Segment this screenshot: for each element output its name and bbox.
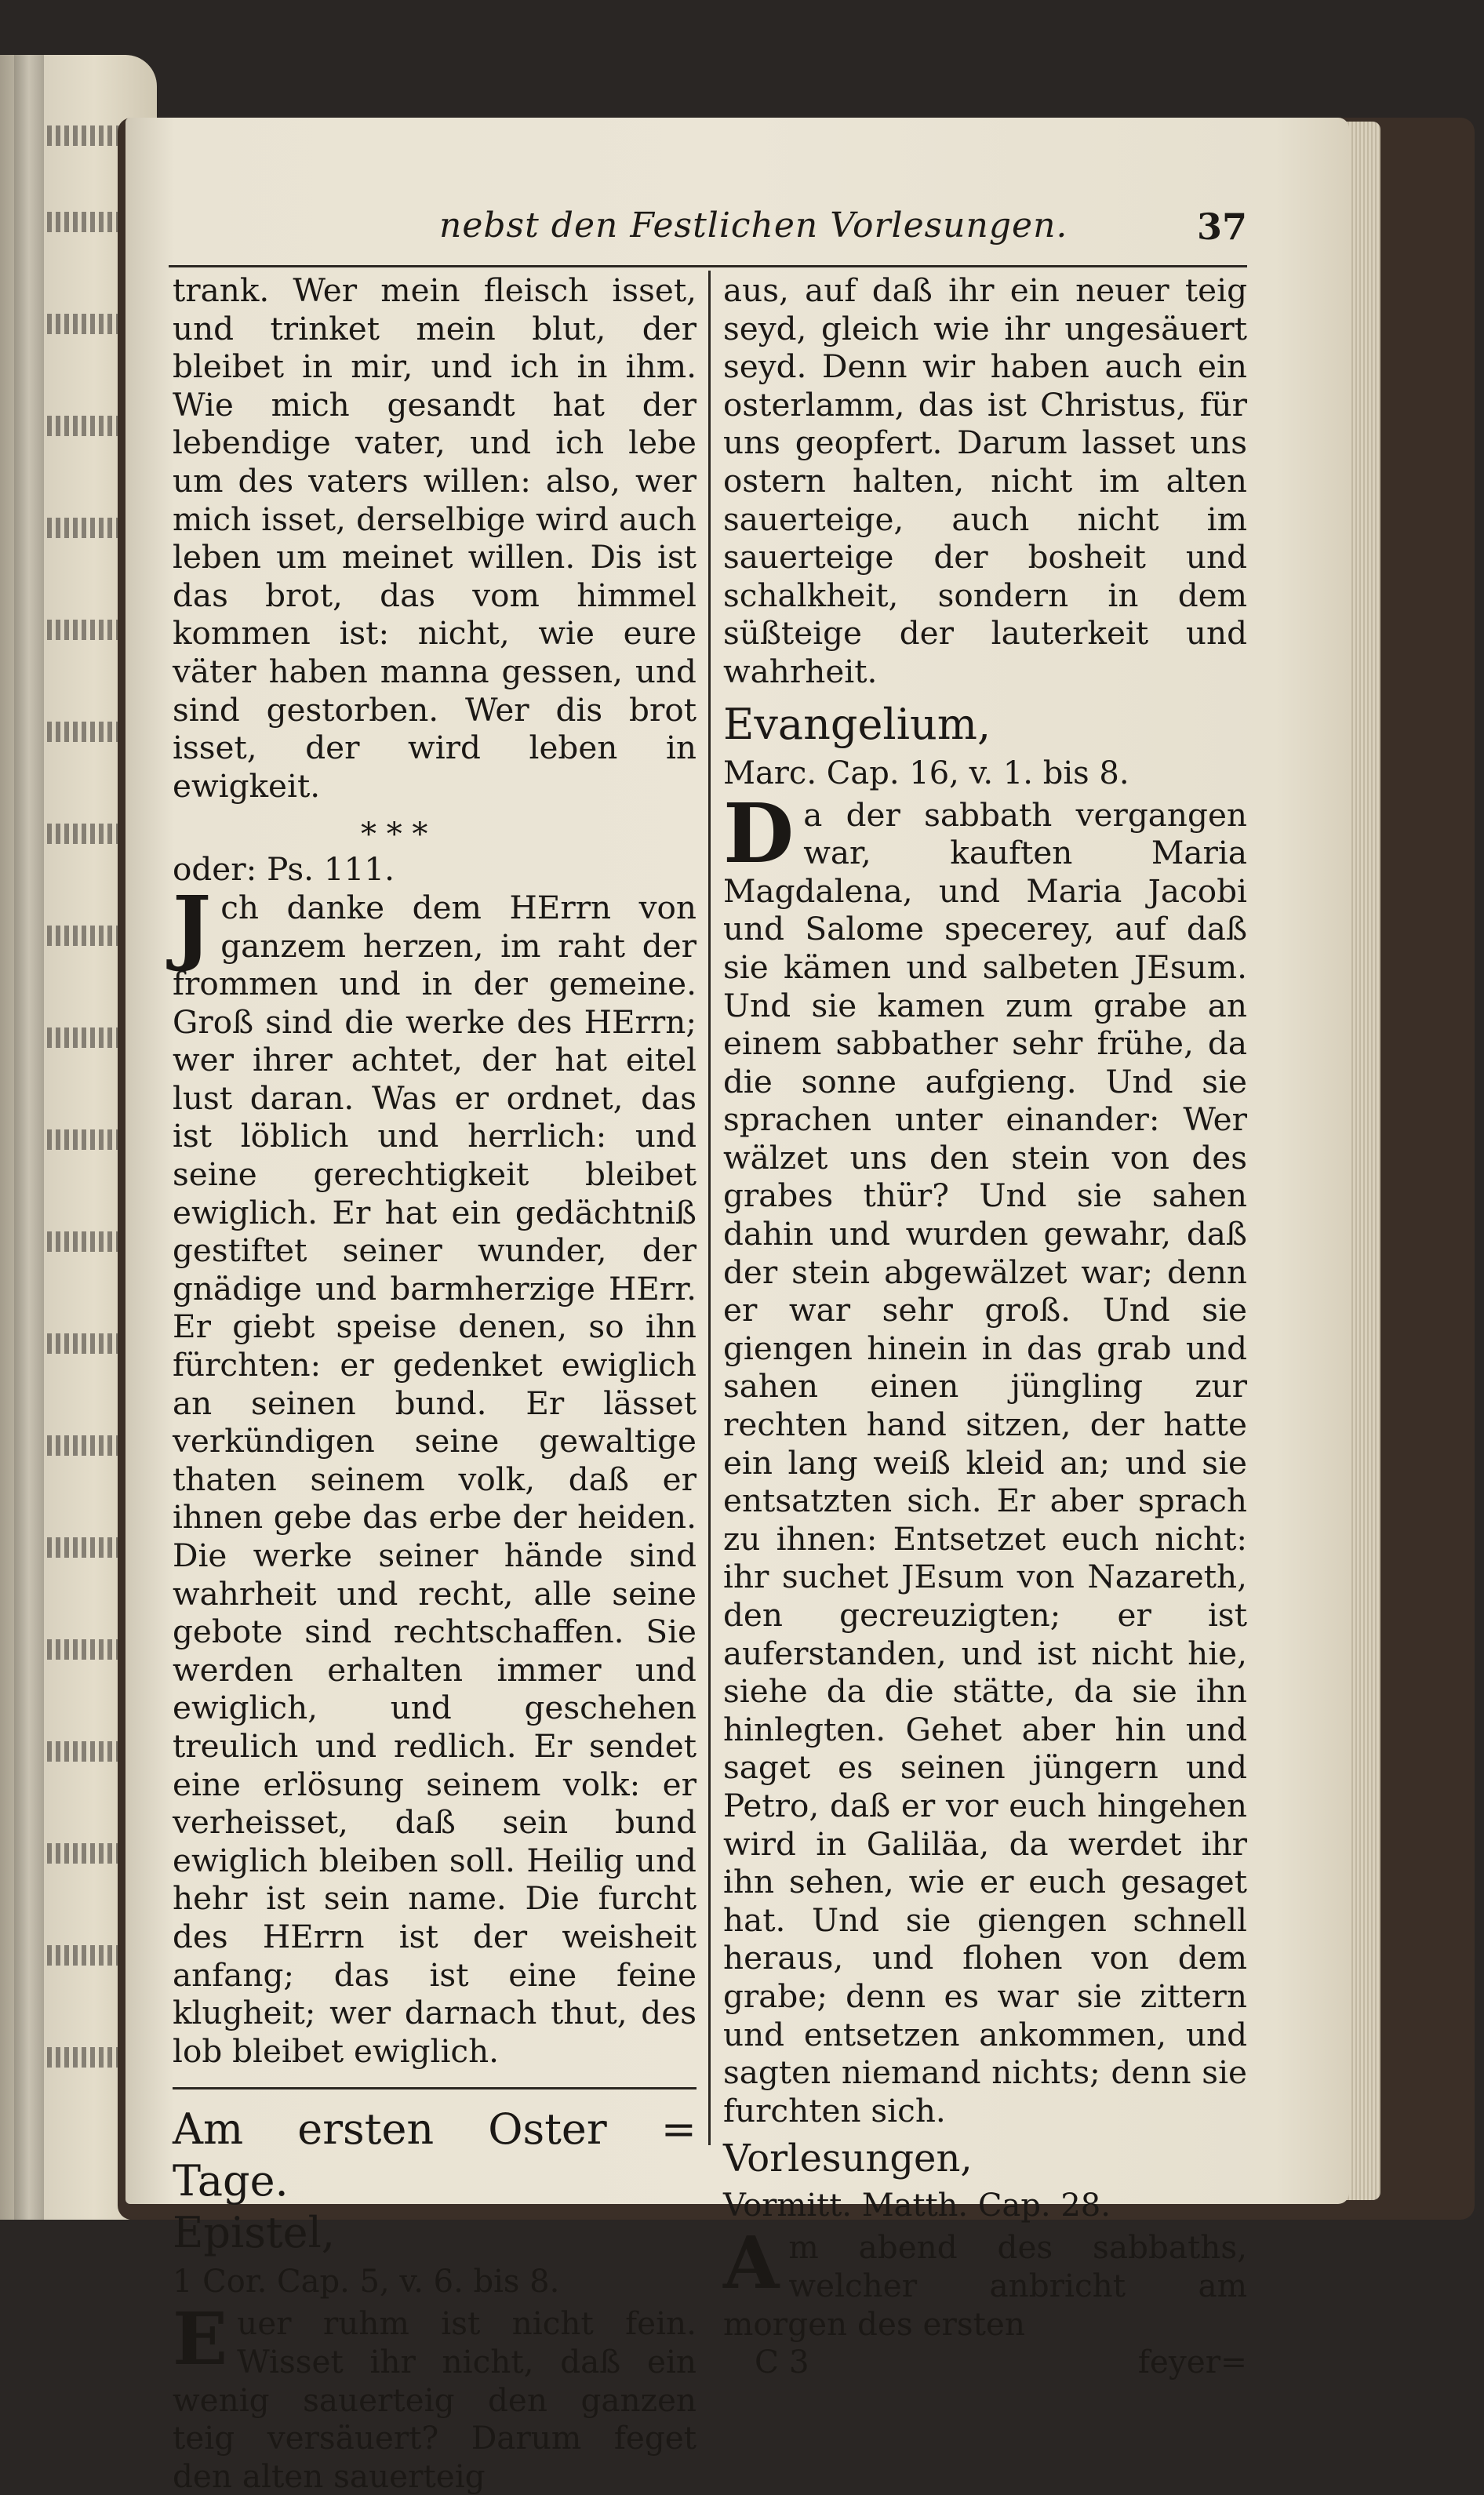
psalm-body: ch danke dem HErrn von ganzem herzen, im raht der frommen und in der gemeine. Groß sind die werke des HErrn; wer ihrer achtet, der hat eitel lust daran. Was er ordnet, das ist löblich und herrlich: und seine gerechtigkeit bleibet ewiglich. Er hat ein gedächtniß gestiftet seiner wunder, der gnädige und barmherzige HErr. Er giebt speise denen, so ihn fürchten: er gedenket ewiglich an seinen bund. Er lässet verkündigen seine gewaltige thaten seinem volk, daß er ihnen gebe das erbe der heiden. Die werke seiner hände sind wahrheit und recht, alle seine gebote sind rechtschaffen. Sie werden erhalten immer und ewiglich, und geschehen treulich und redlich. Er sendet eine erlösung seinem volk: er verheisset, daß sein bund ewiglich bleiben soll. Heilig und hehr ist sein name. Die furcht des HErrn ist der weisheit anfang; das ist eine feine klugheit; wer darnach thut, des lob bleibet ewiglich. — [173, 888, 697, 2070]
page-footer — [723, 2343, 1247, 2381]
lessons-reference: Vormitt. Matth. Cap. 28. — [723, 2188, 1111, 2224]
paragraph: trank. Wer mein fleisch isset, und trinket mein blut, der bleibet in mir, und ich in ihm. Wie mich gesandt hat der lebendige vater, und ich lebe um des vaters willen: also, wer mich isset, derselbige wird auch leben um meinet willen. Dis ist das brot, das vom himmel kommen ist: nicht, wie eure väter haben manna gessen, und sind gestorben. Wer dis brot isset, der wird leben in ewigkeit. — [173, 271, 697, 805]
epistle-text — [173, 2297, 697, 2495]
lessons-text — [723, 2220, 1247, 2343]
gospel-reference: Marc. Cap. 16, v. 1. bis 8. — [723, 755, 1129, 791]
paragraph: aus, auf daß ihr ein neuer teig seyd, gleich wie ihr ungesäuert seyd. Denn wir haben auch ein osterlamm, das ist Christus, für uns geopfert. Darum lasset uns ostern halten, nicht im alten sauerteige, auch nicht im sauerteige der bosheit und schalkheit, sondern in dem süßteige der lauterkeit und wahrheit. — [723, 271, 1247, 690]
gospel-heading: Evangelium, — [723, 699, 991, 749]
lessons-body: m abend des sabbaths, welcher anbricht am morgen des ersten — [723, 2228, 1247, 2343]
section-rule — [173, 2087, 697, 2089]
epistle-heading: Epistel, — [173, 2208, 336, 2258]
drop-initial: J — [173, 877, 212, 974]
psalm-text — [173, 877, 697, 2070]
drop-initial: D — [723, 784, 795, 882]
binding-spine — [14, 55, 44, 2220]
gospel-text — [723, 784, 1247, 2130]
left-column — [173, 271, 697, 2495]
epistle-body: uer ruhm ist nicht fein. Wisset ihr nicht, daß ein wenig sauerteig den ganzen teig versäuert? Darum feget den alten sauerteig — [173, 2304, 697, 2495]
drop-initial: E — [173, 2297, 228, 2382]
signature-mark: C 3 — [755, 2343, 809, 2381]
catchword: feyer= — [1137, 2343, 1247, 2381]
gospel-body: a der sabbath vergangen war, kauften Maria Magdalena, und Maria Jacobi und Salome specerey, auf daß sie kämen und salbeten JEsum. Und sie kamen zum grabe an einem sabbather sehr frühe, da die sonne aufgieng. Und sie sprachen unter einander: Wer wälzet uns den stein von des grabes thür? Und sie sahen dahin und wurden gewahr, daß der stein abgewälzet war; denn er war sehr groß. Und sie giengen hinein in das grab und sahen einen jüngling zur rechten hand sitzen, der hatte ein lang weiß kleid an; und sie entsatzten sich. Er aber sprach zu ihnen: Entsetzet euch nicht: ihr suchet JEsum von Nazareth, den gecreuzigten; er ist auferstanden, und ist nicht hie, siehe da die stätte, da sie ihn hinlegten. Gehet aber hin und saget es seinen jüngern und Petro, daß er vor euch hingehen wird in Galiläa, da werdet ihr ihn sehen, wie er euch gesaget hat. Und sie giengen schnell heraus, und flohen von dem grabe; denn es war sie zittern und entsetzen ankommen, und sagten niemand nichts; denn sie furchten sich. — [723, 795, 1247, 2129]
lessons-heading: Vorlesungen, — [723, 2137, 973, 2181]
stars-ornament — [173, 805, 697, 853]
page-number: 37 — [1196, 205, 1247, 248]
right-column — [723, 271, 1247, 2381]
drop-initial: A — [723, 2220, 780, 2306]
header-rule — [169, 265, 1247, 267]
running-header — [314, 205, 1247, 260]
ornament-text: * * * — [361, 817, 428, 853]
running-title: nebst den Festlichen Vorlesungen. — [439, 205, 1068, 245]
epistle-reference: 1 Cor. Cap. 5, v. 6. bis 8. — [173, 2264, 560, 2300]
psalm-reference: oder: Ps. 111. — [173, 850, 395, 889]
section-title: Am ersten Oster = Tage. — [173, 2104, 697, 2206]
column-rule — [708, 271, 711, 2145]
